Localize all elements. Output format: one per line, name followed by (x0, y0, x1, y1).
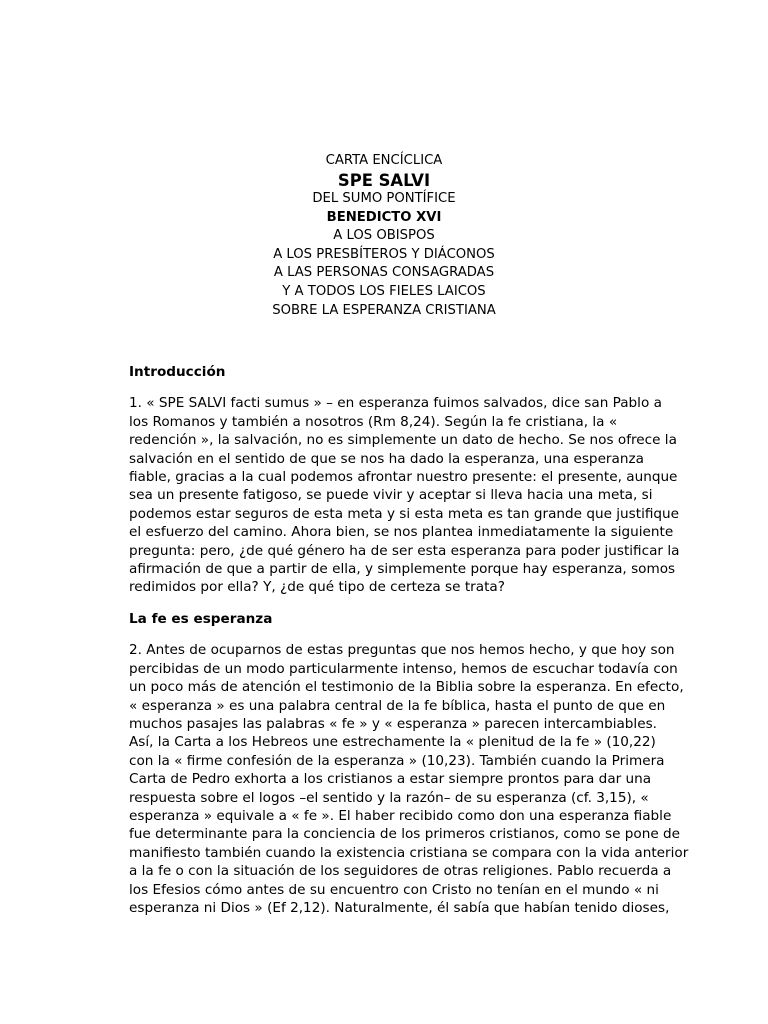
text-line: afirmación de que a partir de ella, y simplemente porque hay esperanza, somos (129, 561, 676, 578)
section-heading-fe-es-esperanza: La fe es esperanza (129, 610, 273, 627)
text-line: podemos estar seguros de esta meta y si esta meta es tan grande que justifique (129, 505, 680, 522)
text-line: Así, la Carta a los Hebreos une estrechamente la « plenitud de la fe » (10,22) (129, 734, 656, 751)
paragraph-1 (129, 394, 680, 596)
text-line: a la fe o con la situación de los seguidores de otras religiones. Pablo recuerda a (129, 863, 672, 880)
header-line-carta: CARTA ENCÍCLICA (325, 153, 443, 168)
header-line-esperanza: SOBRE LA ESPERANZA CRISTIANA (272, 302, 496, 318)
document-body (129, 363, 689, 917)
text-line: esperanza » equivale a « fe ». El haber recibido como don una esperanza fiable (129, 807, 672, 824)
header-line-consagradas: A LAS PERSONAS CONSAGRADAS (273, 265, 495, 281)
text-line: los Efesios cómo antes de su encuentro con Cristo no tenían en el mundo « ni (129, 881, 659, 898)
header-line-pope: BENEDICTO XVI (326, 209, 442, 225)
text-line: redimidos por ella? Y, ¿de qué tipo de certeza se trata? (129, 579, 505, 596)
text-line: los Romanos y también a nosotros (Rm 8,24). Según la fe cristiana, la « (129, 413, 618, 430)
header-line-obispos: A LOS OBISPOS (333, 228, 435, 244)
text-line: manifiesto también cuando la existencia cristiana se compara con la vida anterior (129, 844, 689, 861)
text-line: Carta de Pedro exhorta a los cristianos a estar siempre prontos para dar una (129, 771, 652, 788)
text-line: esperanza ni Dios » (Ef 2,12). Naturalmente, él sabía que habían tenido dioses, (129, 899, 670, 916)
header-line-pontifice: DEL SUMO PONTÍFICE (312, 191, 456, 206)
text-line: respuesta sobre el logos –el sentido y la razón– de su esperanza (cf. 3,15), « (129, 789, 649, 806)
encyclical-title-block (0, 152, 768, 320)
text-line: sea un presente fatigoso, se puede vivir y aceptar si lleva hacia una meta, si (129, 487, 653, 504)
text-line: fiable, gracias a la cual podemos afrontar nuestro presente: el presente, aunque (129, 469, 678, 486)
header-line-presbiteros: A LOS PRESBÍTEROS Y DIÁCONOS (273, 246, 495, 262)
paragraph-2 (129, 641, 689, 917)
text-line: redención », la salvación, no es simplemente un dato de hecho. Se nos ofrece la (129, 432, 677, 449)
text-line: percibidas de un modo particularmente intenso, hemos de escuchar todavía con (129, 660, 678, 677)
header-line-title: SPE SALVI (337, 170, 431, 190)
text-line: salvación en el sentido de que se nos ha dado la esperanza, una esperanza (129, 450, 644, 467)
text-line: 2. Antes de ocuparnos de estas preguntas que nos hemos hecho, y que hoy son (129, 642, 675, 659)
text-line: muchos pasajes las palabras « fe » y « esperanza » parecen intercambiables. (129, 715, 657, 732)
header-line-laicos: Y A TODOS LOS FIELES LAICOS (282, 283, 486, 299)
text-line: pregunta: pero, ¿de qué género ha de ser esta esperanza para poder justificar la (129, 542, 680, 559)
text-line: un poco más de atención el testimonio de la Biblia sobre la esperanza. En efecto, (129, 679, 684, 696)
text-line: 1. « SPE SALVI facti sumus » – en esperanza fuimos salvados, dice san Pablo a (129, 395, 662, 412)
text-line: fue determinante para la conciencia de los primeros cristianos, como se pone de (129, 826, 680, 843)
text-line: el esfuerzo del camino. Ahora bien, se nos plantea inmediatamente la siguiente (129, 524, 674, 541)
section-heading-introduccion: Introducción (129, 364, 226, 380)
text-line: con la « firme confesión de la esperanza » (10,23). También cuando la Primera (129, 752, 665, 769)
text-line: « esperanza » es una palabra central de la fe bíblica, hasta el punto de que en (129, 697, 666, 714)
